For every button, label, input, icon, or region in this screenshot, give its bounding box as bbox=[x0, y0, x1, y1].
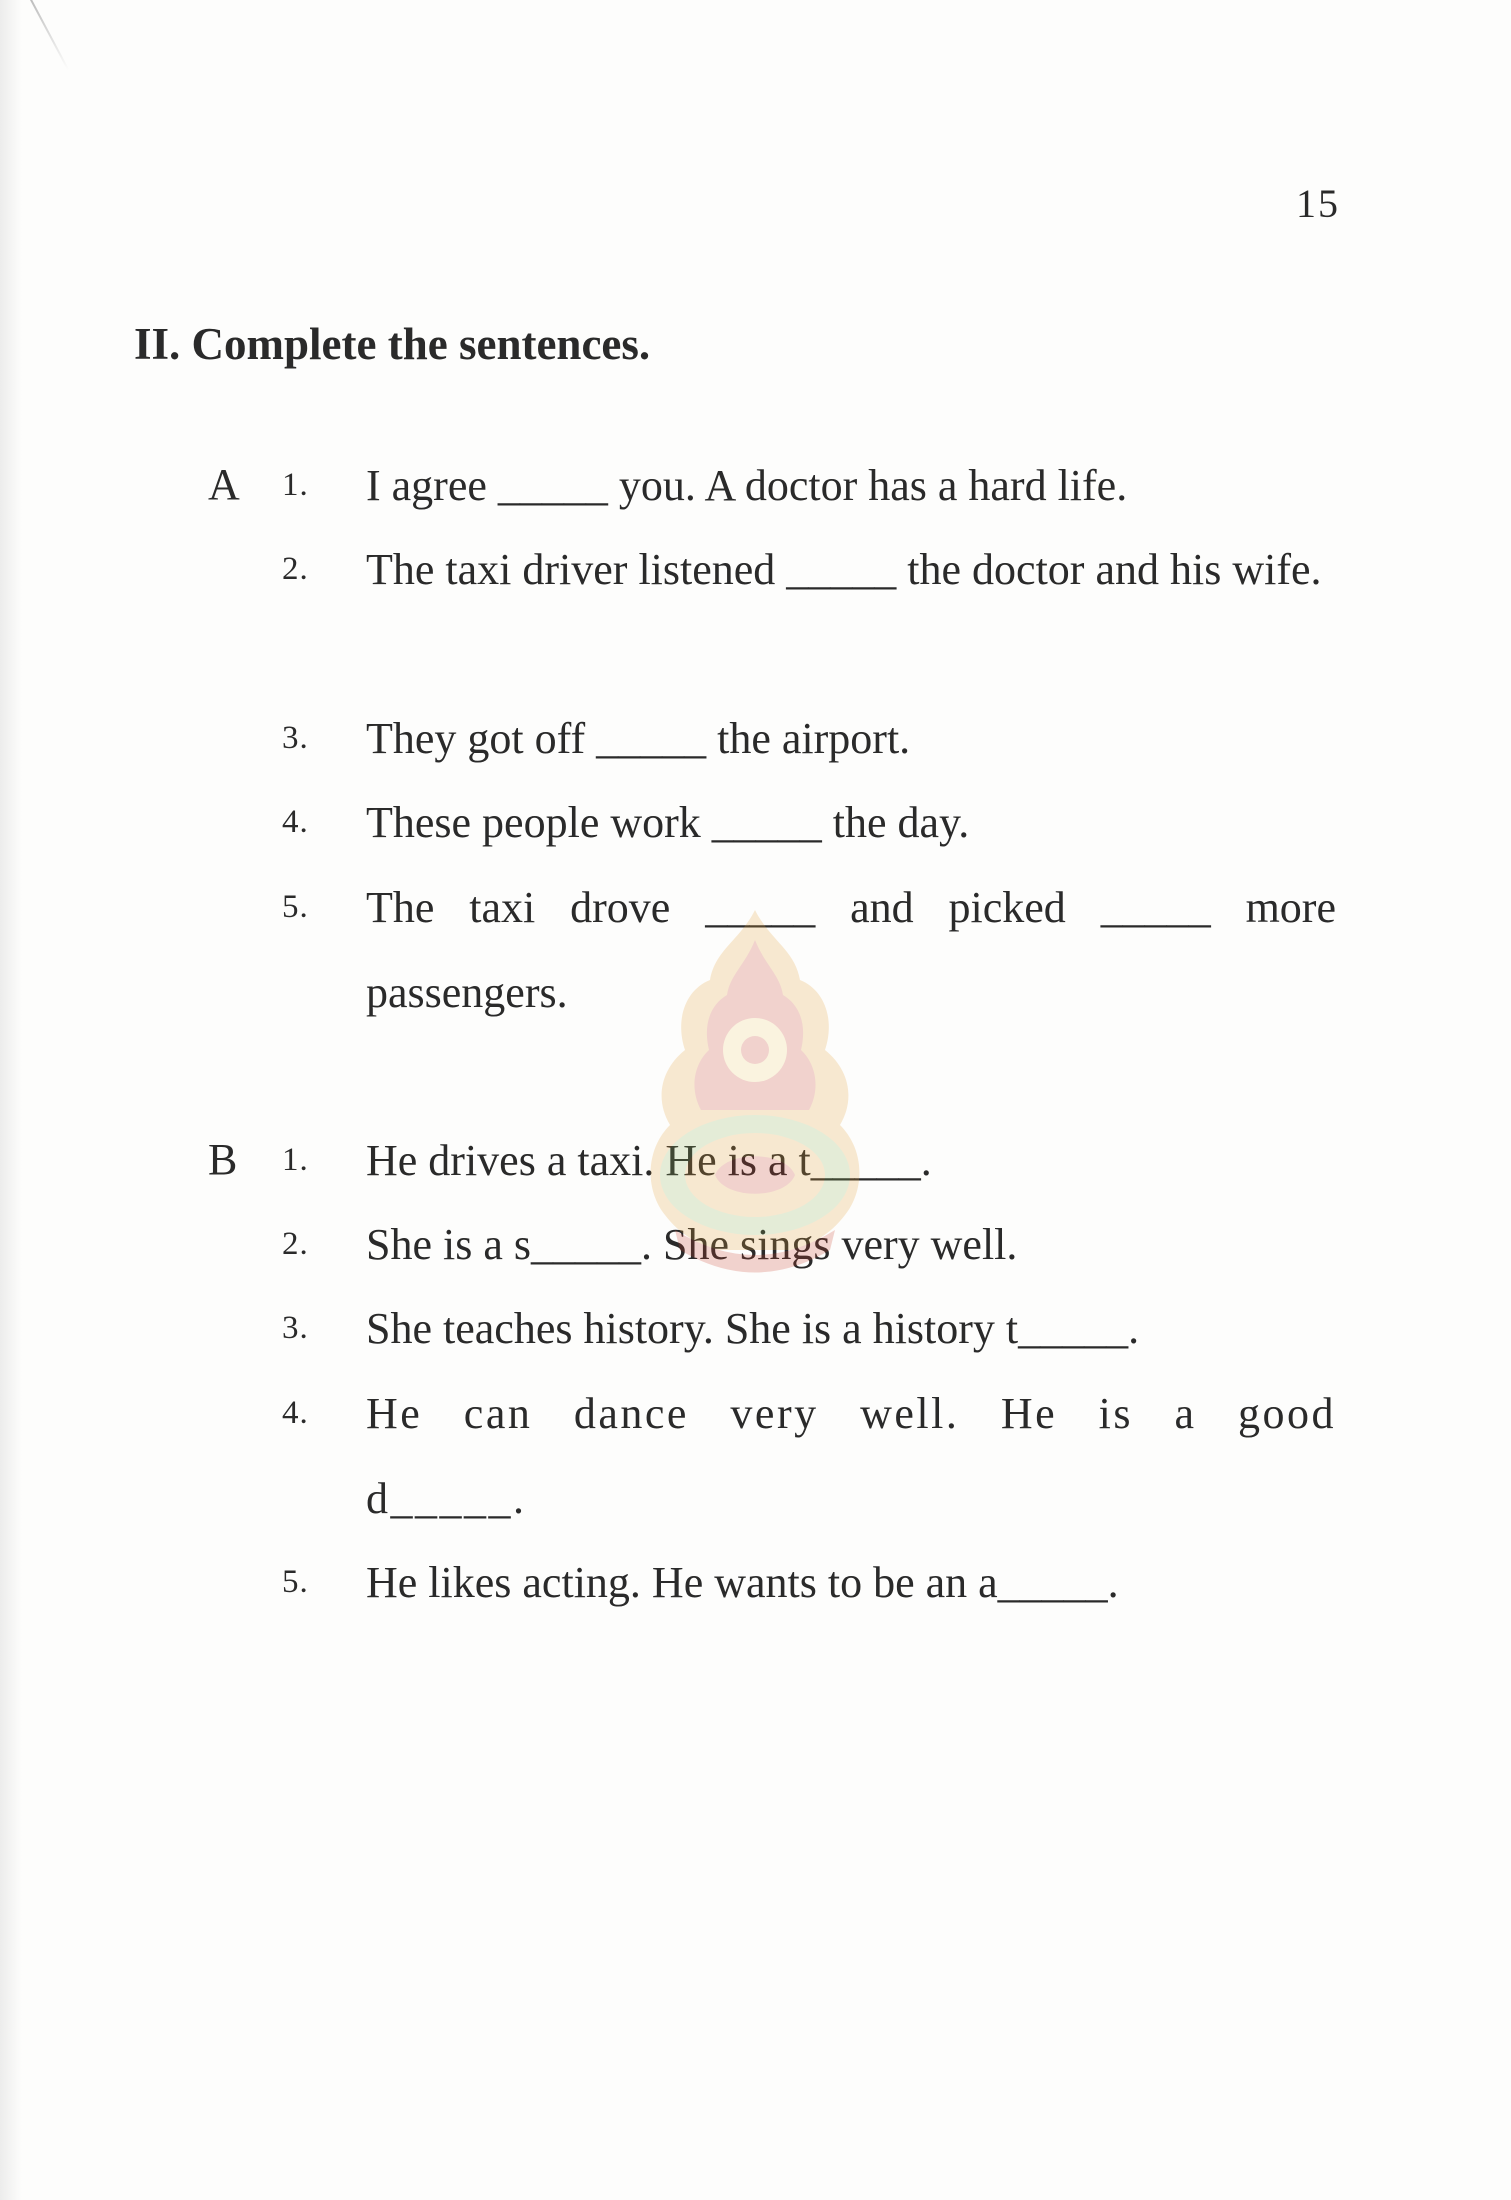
item-number: 1. bbox=[282, 1142, 309, 1178]
item-number: 5. bbox=[282, 889, 309, 925]
item-text: The taxi driver listened _____ the doctor and his wife. bbox=[366, 545, 1322, 594]
item-text: The taxi drove _____ and picked _____ more passengers. bbox=[366, 883, 1336, 1017]
section-b-label: B bbox=[208, 1135, 238, 1184]
page-number: 15 bbox=[1296, 181, 1340, 226]
item-number: 2. bbox=[282, 551, 309, 587]
exercise-heading: II. Complete the sentences. bbox=[134, 319, 651, 369]
item-number: 3. bbox=[282, 1310, 309, 1346]
item-number: 5. bbox=[282, 1564, 309, 1600]
item-number: 4. bbox=[282, 804, 309, 840]
item-text: He drives a taxi. He is a t_____. bbox=[366, 1136, 932, 1185]
item-text: These people work _____ the day. bbox=[366, 798, 970, 847]
item-number: 2. bbox=[282, 1226, 309, 1262]
item-text: She is a s_____. She sings very well. bbox=[366, 1220, 1018, 1269]
scan-artifact bbox=[30, 0, 69, 71]
scan-shadow bbox=[0, 0, 22, 2200]
item-text: She teaches history. She is a history t_____. bbox=[366, 1304, 1140, 1353]
item-number: 3. bbox=[282, 720, 309, 756]
item-number: 1. bbox=[282, 467, 309, 503]
item-text: I agree _____ you. A doctor has a hard life. bbox=[366, 461, 1128, 510]
item-text: He can dance very well. He is a good d_____. bbox=[366, 1389, 1336, 1523]
section-a-label: A bbox=[208, 460, 240, 509]
item-text: He likes acting. He wants to be an a_____. bbox=[366, 1558, 1119, 1607]
item-text: They got off _____ the airport. bbox=[366, 714, 911, 763]
item-number: 4. bbox=[282, 1395, 309, 1431]
